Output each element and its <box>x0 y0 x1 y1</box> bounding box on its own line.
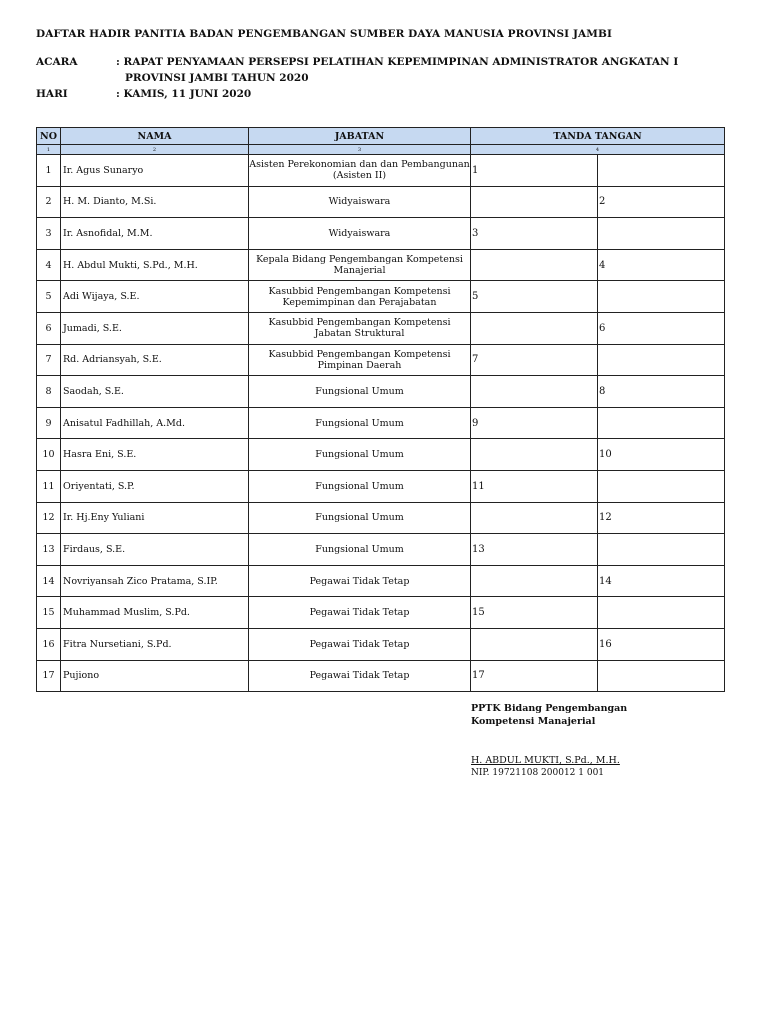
cell-nama: Ir. Asnofidal, M.M. <box>61 218 249 250</box>
cell-signature-left: 13 <box>471 534 598 566</box>
cell-no: 8 <box>37 376 61 408</box>
cell-signature-right: 6 <box>598 312 725 344</box>
table-row <box>37 534 725 566</box>
cell-signature-right <box>598 470 725 502</box>
cell-jabatan: Kasubbid Pengembangan Kompetensi Jabatan Struktural <box>249 312 471 344</box>
signature-nip: NIP. 19721108 200012 1 001 <box>471 768 605 778</box>
cell-jabatan: Pegawai Tidak Tetap <box>249 565 471 597</box>
col-header-no: NO <box>37 128 61 145</box>
cell-no: 12 <box>37 502 61 534</box>
cell-signature-right: 14 <box>598 565 725 597</box>
cell-signature-left: 11 <box>471 470 598 502</box>
cell-signature-right <box>598 281 725 313</box>
cell-signature-left <box>471 502 598 534</box>
table-row <box>37 281 725 313</box>
cell-signature-right <box>598 407 725 439</box>
cell-signature-left <box>471 376 598 408</box>
cell-jabatan: Widyaiswara <box>249 218 471 250</box>
signature-title-line1: PPTK Bidang Pengembangan <box>471 703 628 714</box>
col-number-1: 1 <box>37 145 61 155</box>
table-row <box>37 249 725 281</box>
col-number-2: 2 <box>61 145 249 155</box>
cell-nama: Rd. Adriansyah, S.E. <box>61 344 249 376</box>
cell-jabatan: Fungsional Umum <box>249 439 471 471</box>
cell-jabatan: Pegawai Tidak Tetap <box>249 628 471 660</box>
cell-no: 14 <box>37 565 61 597</box>
cell-jabatan: Pegawai Tidak Tetap <box>249 597 471 629</box>
cell-signature-left: 15 <box>471 597 598 629</box>
cell-nama: Novriyansah Zico Pratama, S.IP. <box>61 565 249 597</box>
cell-jabatan: Fungsional Umum <box>249 470 471 502</box>
cell-signature-left <box>471 312 598 344</box>
cell-signature-right: 2 <box>598 186 725 218</box>
cell-no: 11 <box>37 470 61 502</box>
signature-title-line2: Kompetensi Manajerial <box>471 716 596 727</box>
acara-value: : RAPAT PENYAMAAN PERSEPSI PELATIHAN KEPEMIMPINAN ADMINISTRATOR ANGKATAN I <box>116 56 679 68</box>
table-row <box>37 502 725 534</box>
table-row <box>37 312 725 344</box>
cell-jabatan: Kasubbid Pengembangan Kompetensi Pimpinan Daerah <box>249 344 471 376</box>
cell-signature-left: 7 <box>471 344 598 376</box>
cell-signature-right: 8 <box>598 376 725 408</box>
col-header-nama: NAMA <box>61 128 249 145</box>
cell-nama: Saodah, S.E. <box>61 376 249 408</box>
cell-nama: Ir. Hj.Eny Yuliani <box>61 502 249 534</box>
hari-value: : KAMIS, 11 JUNI 2020 <box>116 88 252 100</box>
table-number-row <box>37 145 725 155</box>
cell-nama: Pujiono <box>61 660 249 692</box>
cell-signature-left <box>471 186 598 218</box>
cell-signature-left: 17 <box>471 660 598 692</box>
cell-jabatan: Fungsional Umum <box>249 502 471 534</box>
cell-nama: Fitra Nursetiani, S.Pd. <box>61 628 249 660</box>
signature-name: H. ABDUL MUKTI, S.Pd., M.H. <box>471 755 620 766</box>
cell-signature-left <box>471 249 598 281</box>
table-row <box>37 218 725 250</box>
table-row <box>37 470 725 502</box>
attendance-table <box>36 127 725 692</box>
cell-signature-left <box>471 439 598 471</box>
cell-no: 15 <box>37 597 61 629</box>
cell-jabatan: Widyaiswara <box>249 186 471 218</box>
cell-nama: Hasra Eni, S.E. <box>61 439 249 471</box>
table-row <box>37 344 725 376</box>
table-row <box>37 660 725 692</box>
col-header-jabatan: JABATAN <box>249 128 471 145</box>
cell-no: 4 <box>37 249 61 281</box>
acara-label: ACARA <box>36 56 78 68</box>
table-row <box>37 565 725 597</box>
table-row <box>37 186 725 218</box>
cell-nama: Adi Wijaya, S.E. <box>61 281 249 313</box>
cell-no: 10 <box>37 439 61 471</box>
table-row <box>37 376 725 408</box>
cell-signature-right <box>598 534 725 566</box>
cell-no: 6 <box>37 312 61 344</box>
cell-no: 2 <box>37 186 61 218</box>
cell-signature-right: 16 <box>598 628 725 660</box>
col-number-4: 4 <box>471 145 725 155</box>
cell-signature-right <box>598 344 725 376</box>
cell-no: 9 <box>37 407 61 439</box>
cell-signature-left: 1 <box>471 155 598 187</box>
cell-nama: Anisatul Fadhillah, A.Md. <box>61 407 249 439</box>
cell-signature-left: 3 <box>471 218 598 250</box>
cell-jabatan: Kasubbid Pengembangan Kompetensi Kepemimpinan dan Perajabatan <box>249 281 471 313</box>
cell-signature-right: 4 <box>598 249 725 281</box>
hari-label: HARI <box>36 88 68 100</box>
table-row <box>37 407 725 439</box>
col-number-3: 3 <box>249 145 471 155</box>
cell-no: 16 <box>37 628 61 660</box>
table-row <box>37 628 725 660</box>
cell-jabatan: Fungsional Umum <box>249 407 471 439</box>
cell-nama: H. M. Dianto, M.Si. <box>61 186 249 218</box>
cell-nama: Muhammad Muslim, S.Pd. <box>61 597 249 629</box>
cell-signature-right: 12 <box>598 502 725 534</box>
cell-signature-left <box>471 628 598 660</box>
cell-signature-right <box>598 218 725 250</box>
cell-no: 13 <box>37 534 61 566</box>
cell-no: 17 <box>37 660 61 692</box>
cell-signature-right: 10 <box>598 439 725 471</box>
table-header-row <box>37 128 725 145</box>
table-row <box>37 597 725 629</box>
cell-jabatan: Kepala Bidang Pengembangan Kompetensi Manajerial <box>249 249 471 281</box>
cell-no: 5 <box>37 281 61 313</box>
col-header-tanda-tangan: TANDA TANGAN <box>471 128 725 145</box>
cell-jabatan: Fungsional Umum <box>249 376 471 408</box>
cell-no: 1 <box>37 155 61 187</box>
cell-signature-right <box>598 597 725 629</box>
cell-no: 3 <box>37 218 61 250</box>
cell-signature-right <box>598 660 725 692</box>
table-row <box>37 439 725 471</box>
cell-nama: Jumadi, S.E. <box>61 312 249 344</box>
cell-nama: H. Abdul Mukti, S.Pd., M.H. <box>61 249 249 281</box>
cell-signature-left <box>471 565 598 597</box>
cell-nama: Oriyentati, S.P. <box>61 470 249 502</box>
document-title: DAFTAR HADIR PANITIA BADAN PENGEMBANGAN SUMBER DAYA MANUSIA PROVINSI JAMBI <box>36 28 612 40</box>
cell-jabatan: Pegawai Tidak Tetap <box>249 660 471 692</box>
cell-nama: Ir. Agus Sunaryo <box>61 155 249 187</box>
cell-jabatan: Asisten Perekonomian dan dan Pembangunan (Asisten II) <box>249 155 471 187</box>
cell-signature-left: 5 <box>471 281 598 313</box>
cell-signature-right <box>598 155 725 187</box>
acara-value-line2: PROVINSI JAMBI TAHUN 2020 <box>125 72 309 84</box>
cell-no: 7 <box>37 344 61 376</box>
cell-signature-left: 9 <box>471 407 598 439</box>
cell-jabatan: Fungsional Umum <box>249 534 471 566</box>
table-body <box>37 155 725 692</box>
table-row <box>37 155 725 187</box>
cell-nama: Firdaus, S.E. <box>61 534 249 566</box>
